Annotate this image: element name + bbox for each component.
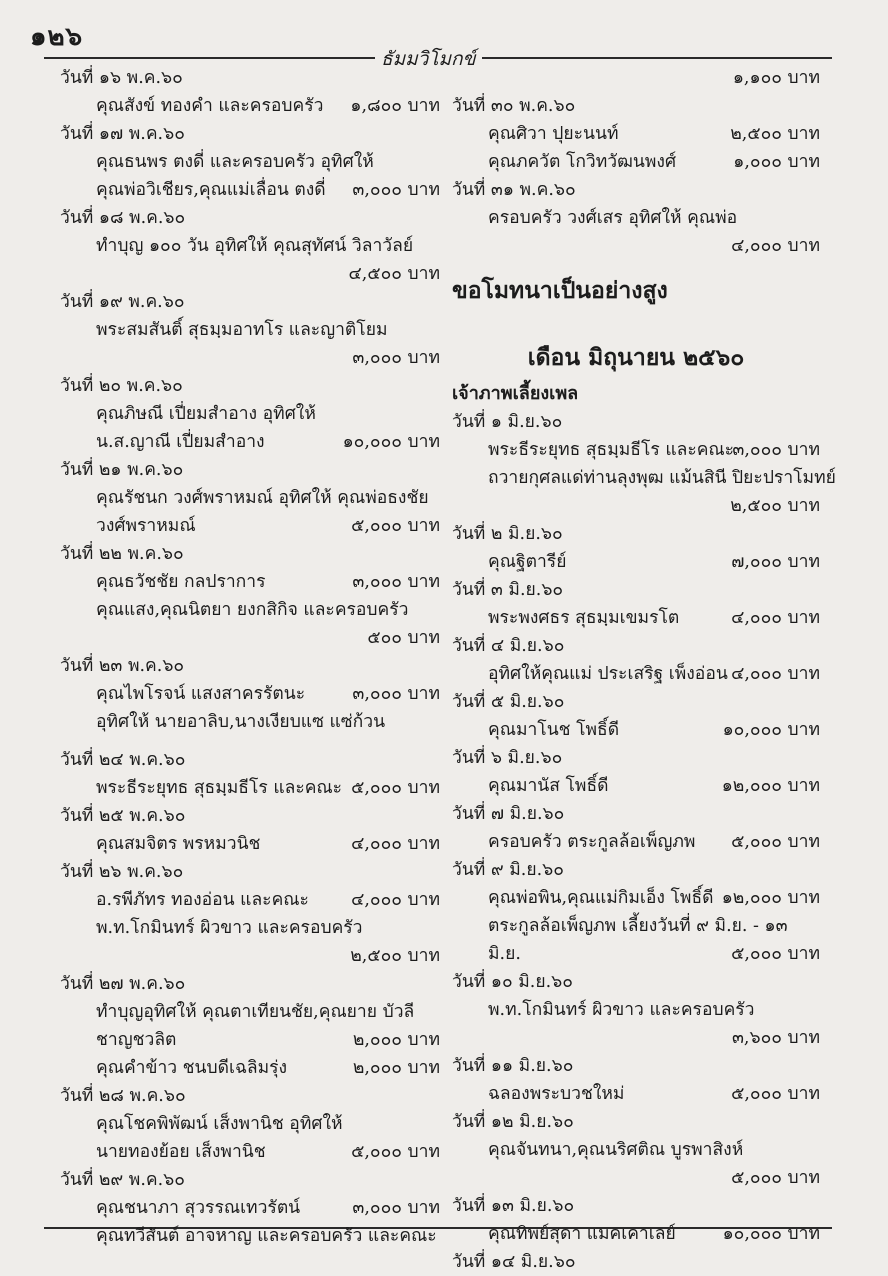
donation-amount: ๑,๐๐๐ บาท xyxy=(733,152,820,172)
donor-text: คุณธนพร ตงดี่ และครอบครัว อุทิศให้ xyxy=(96,152,374,172)
donor-text: อุทิศให้คุณแม่ ประเสริฐ เพ็งอ่อน xyxy=(488,664,728,684)
donor-text: พระธีระยุทธ สุธมฺมธีโร และคณะ xyxy=(96,778,343,798)
donor-text: คุณสังข์ ทองคำ และครอบครัว xyxy=(96,96,324,116)
entry-date: วันที่ ๕ มิ.ย.๖๐ xyxy=(452,692,565,712)
donor-line xyxy=(60,1110,440,1138)
donor-text: พ.ท.โกมินทร์ ผิวขาว และครอบครัว xyxy=(488,1000,755,1020)
donor-line xyxy=(60,1138,440,1166)
donation-amount: ๔,๕๐๐ บาท xyxy=(348,264,440,284)
donor-line xyxy=(452,1080,820,1108)
donor-text: พระพงศธร สุธมฺมเขมรโต xyxy=(488,608,680,628)
donation-amount: ๑,๑๐๐ บาท xyxy=(732,68,820,88)
donation-amount: ๒,๕๐๐ บาท xyxy=(350,946,440,966)
left-column xyxy=(60,64,440,1250)
entry-date: วันที่ ๓ มิ.ย.๖๐ xyxy=(452,580,564,600)
donation-amount: ๑๐,๐๐๐ บาท xyxy=(722,720,820,740)
donation-amount: ๒,๕๐๐ บาท xyxy=(730,496,820,516)
donor-text: ถวายกุศลแด่ท่านลุงพุฒ แม้นสินี ปิยะปราโมทย์ xyxy=(488,468,836,488)
entry-date: วันที่ ๒๘ พ.ค.๖๐ xyxy=(60,1086,186,1106)
donor-text: มิ.ย. xyxy=(488,944,521,964)
donor-line xyxy=(60,914,440,942)
donor-line xyxy=(60,1222,440,1250)
donor-text: คุณพ่อวิเชียร,คุณแม่เลื่อน ตงดี่ xyxy=(96,180,326,200)
donation-amount: ๑๐,๐๐๐ บาท xyxy=(342,432,440,452)
donor-line xyxy=(60,148,440,176)
donor-text: คุณภิษณี เปี่ยมสำอาง อุทิศให้ xyxy=(96,404,316,424)
entry-date: วันที่ ๑๖ พ.ค.๖๐ xyxy=(60,68,183,88)
donor-line xyxy=(60,1026,440,1054)
donor-line xyxy=(452,940,820,968)
donor-text: อ.รพีภัทร ทองอ่อน และคณะ xyxy=(96,890,309,910)
donor-text: อุทิศให้ นายอาลิบ,นางเงียบแซ แซ่ก้วน xyxy=(96,712,386,732)
donation-amount: ๗,๐๐๐ บาท xyxy=(731,552,820,572)
donation-amount: ๒,๕๐๐ บาท xyxy=(730,124,820,144)
donor-text: คุณฐิตารีย์ xyxy=(488,552,567,572)
donation-amount: ๓,๐๐๐ บาท xyxy=(732,440,820,460)
page-number: ๑๒๖ xyxy=(30,22,84,52)
donation-amount: ๕,๐๐๐ บาท xyxy=(351,516,440,536)
donor-text: วงศ์พราหมณ์ xyxy=(96,516,196,536)
donation-amount: ๓,๐๐๐ บาท xyxy=(352,348,440,368)
donor-line xyxy=(452,772,820,800)
entry-date: วันที่ ๒๔ พ.ค.๖๐ xyxy=(60,750,186,770)
donation-amount: ๕,๐๐๐ บาท xyxy=(351,778,440,798)
entry-date: วันที่ ๑๒ มิ.ย.๖๐ xyxy=(452,1112,574,1132)
donation-amount: ๑๒,๐๐๐ บาท xyxy=(721,776,820,796)
donor-text: น.ส.ญาณี เปี่ยมสำอาง xyxy=(96,432,265,452)
donor-text: พ.ท.โกมินทร์ ผิวขาว และครอบครัว xyxy=(96,918,363,938)
entry-date: วันที่ ๒๗ พ.ค.๖๐ xyxy=(60,974,186,994)
entry-date: วันที่ ๑๘ พ.ค.๖๐ xyxy=(60,208,186,228)
donation-amount: ๔,๐๐๐ บาท xyxy=(731,664,820,684)
donation-amount: ๓,๐๐๐ บาท xyxy=(352,684,440,704)
donor-text: ทำบุญอุทิศให้ คุณตาเทียนชัย,คุณยาย บัวลี xyxy=(96,1002,415,1022)
donor-line xyxy=(452,884,820,912)
donor-line xyxy=(60,1054,440,1082)
donation-amount: ๔,๐๐๐ บาท xyxy=(351,890,440,910)
donor-text: คุณทวีสันต์ อาจหาญ และครอบครัว และคณะ xyxy=(96,1226,437,1246)
right-column xyxy=(452,64,836,1276)
donation-amount: ๕,๐๐๐ บาท xyxy=(731,832,820,852)
donation-amount: ๕๐๐ บาท xyxy=(367,628,440,648)
donor-line xyxy=(452,660,820,688)
section-subheading: เจ้าภาพเลี้ยงเพล xyxy=(452,383,579,404)
donation-amount: ๓,๐๐๐ บาท xyxy=(352,1198,440,1218)
donor-line xyxy=(60,680,440,708)
donation-amount: ๕,๐๐๐ บาท xyxy=(731,944,820,964)
donor-line xyxy=(452,996,820,1024)
donor-text: นายทองย้อย เส็งพานิช xyxy=(96,1142,266,1162)
entry-date: วันที่ ๑๗ พ.ค.๖๐ xyxy=(60,124,185,144)
donor-line xyxy=(452,464,836,492)
donation-amount: ๓,๖๐๐ บาท xyxy=(731,1028,820,1048)
donor-text: คุณไพโรจน์ แสงสาครรัตนะ xyxy=(96,684,306,704)
donor-text: พระสมสันติ์ สุธมฺมอาทโร และญาติโยม xyxy=(96,320,388,340)
donor-line xyxy=(60,176,440,204)
donor-text: คุณมาโนช โพธิ์ดี xyxy=(488,720,620,740)
entry-date: วันที่ ๑ มิ.ย.๖๐ xyxy=(452,412,563,432)
donation-amount: ๑,๘๐๐ บาท xyxy=(350,96,440,116)
donor-text: คุณแสง,คุณนิตยา ยงกสิกิจ และครอบครัว xyxy=(96,600,409,620)
donor-line xyxy=(452,912,820,940)
entry-date: วันที่ ๒๓ พ.ค.๖๐ xyxy=(60,656,185,676)
entry-date: วันที่ ๙ มิ.ย.๖๐ xyxy=(452,860,564,880)
entry-date: วันที่ ๗ มิ.ย.๖๐ xyxy=(452,804,565,824)
donor-line xyxy=(60,316,440,344)
donor-text: คุณรัชนก วงศ์พราหมณ์ อุทิศให้ คุณพ่อธงชัย xyxy=(96,488,429,508)
donor-line xyxy=(60,998,440,1026)
donor-line xyxy=(452,436,820,464)
donation-amount: ๒,๐๐๐ บาท xyxy=(352,1058,440,1078)
donation-amount: ๓,๐๐๐ บาท xyxy=(352,572,440,592)
donor-text: คุณศิวา ปุยะนนท์ xyxy=(488,124,619,144)
donor-line xyxy=(60,400,440,428)
donor-line xyxy=(452,204,820,232)
donor-line xyxy=(60,568,440,596)
donor-text: ชาญชวลิต xyxy=(96,1030,177,1050)
donor-text: ทำบุญ ๑๐๐ วัน อุทิศให้ คุณสุทัศน์ วิลาวัลย์ xyxy=(96,236,414,256)
entry-date: วันที่ ๒ มิ.ย.๖๐ xyxy=(452,524,563,544)
donor-line xyxy=(60,232,440,260)
donation-amount: ๑๒,๐๐๐ บาท xyxy=(721,888,820,908)
month-heading: เดือน มิถุนายน ๒๕๖๐ xyxy=(527,344,745,371)
donor-text: คุณสมจิตร พรหมวนิช xyxy=(96,834,261,854)
donor-line xyxy=(452,828,820,856)
donor-line xyxy=(452,716,820,744)
donor-line xyxy=(60,428,440,456)
entry-date: วันที่ ๒๐ พ.ค.๖๐ xyxy=(60,376,183,396)
donation-amount: ๕,๐๐๐ บาท xyxy=(351,1142,440,1162)
donor-line xyxy=(452,604,820,632)
entry-date: วันที่ ๒๙ พ.ค.๖๐ xyxy=(60,1170,185,1190)
donor-text: ตระกูลล้อเพ็ญภพ เลี้ยงวันที่ ๙ มิ.ย. - ๑๓ xyxy=(488,916,788,936)
donor-line xyxy=(60,1194,440,1222)
donor-line xyxy=(60,830,440,858)
thanks-heading: ขอโมทนาเป็นอย่างสูง xyxy=(452,277,668,304)
donor-text: คุณจันทนา,คุณนริศติณ บูรพาสิงห์ xyxy=(488,1140,744,1160)
donor-text: คุณชนาภา สุวรรณเทวรัตน์ xyxy=(96,1198,301,1218)
donor-text: คุณโชคพิพัฒน์ เส็งพานิช อุทิศให้ xyxy=(96,1114,343,1134)
donor-line xyxy=(452,548,820,576)
donation-amount: ๓,๐๐๐ บาท xyxy=(352,180,440,200)
entry-date: วันที่ ๒๑ พ.ค.๖๐ xyxy=(60,460,184,480)
donor-text: คุณพ่อพิน,คุณแม่กิมเอ็ง โพธิ์ดี xyxy=(488,888,714,908)
spacer xyxy=(60,736,440,746)
donation-amount: ๕,๐๐๐ บาท xyxy=(731,1168,820,1188)
donation-amount: ๒,๐๐๐ บาท xyxy=(352,1030,440,1050)
donor-text: คุณภควัต โกวิทวัฒนพงศ์ xyxy=(488,152,677,172)
running-head: ธัมมวิโมกข์ xyxy=(375,44,482,74)
entry-date: วันที่ ๓๑ พ.ค.๖๐ xyxy=(452,180,576,200)
entry-date: วันที่ ๒๖ พ.ค.๖๐ xyxy=(60,862,184,882)
donor-text: ครอบครัว วงศ์เสร อุทิศให้ คุณพ่อ xyxy=(488,208,738,228)
donation-amount: ๕,๐๐๐ บาท xyxy=(731,1084,820,1104)
donor-text: คุณทิพย์สุดา แมคเคาเลย์ xyxy=(488,1224,676,1244)
donor-line xyxy=(60,886,440,914)
entry-date: วันที่ ๒๒ พ.ค.๖๐ xyxy=(60,544,184,564)
entry-date: วันที่ ๑๑ มิ.ย.๖๐ xyxy=(452,1056,574,1076)
donor-line xyxy=(60,484,440,512)
donor-text: พระธีระยุทธ สุธมฺมธีโร และคณะ xyxy=(488,440,735,460)
donation-amount: ๔,๐๐๐ บาท xyxy=(731,236,820,256)
donor-line xyxy=(60,92,440,120)
entry-date: วันที่ ๒๕ พ.ค.๖๐ xyxy=(60,806,186,826)
donor-line xyxy=(60,596,440,624)
donor-text: คุณคำข้าว ชนบดีเฉลิมรุ่ง xyxy=(96,1058,288,1078)
entry-date: วันที่ ๑๔ มิ.ย.๖๐ xyxy=(452,1252,576,1272)
donation-amount: ๔,๐๐๐ บาท xyxy=(731,608,820,628)
donor-line xyxy=(60,708,440,736)
donor-line xyxy=(60,512,440,540)
entry-date: วันที่ ๑๙ พ.ค.๖๐ xyxy=(60,292,185,312)
entry-date: วันที่ ๓๐ พ.ค.๖๐ xyxy=(452,96,576,116)
entry-date: วันที่ ๖ มิ.ย.๖๐ xyxy=(452,748,563,768)
donor-line xyxy=(60,774,440,802)
donor-text: ครอบครัว ตระกูลล้อเพ็ญภพ xyxy=(488,832,696,852)
donor-line xyxy=(452,1220,820,1248)
donor-line xyxy=(452,120,820,148)
entry-date: วันที่ ๔ มิ.ย.๖๐ xyxy=(452,636,565,656)
entry-date: วันที่ ๑๐ มิ.ย.๖๐ xyxy=(452,972,573,992)
donation-amount: ๑๐,๐๐๐ บาท xyxy=(722,1224,820,1244)
donor-line xyxy=(452,148,820,176)
donor-line xyxy=(452,1136,820,1164)
entry-date: วันที่ ๑๓ มิ.ย.๖๐ xyxy=(452,1196,575,1216)
donation-amount: ๔,๐๐๐ บาท xyxy=(351,834,440,854)
donor-text: คุณธวัชชัย กลปราการ xyxy=(96,572,266,592)
donor-text: คุณมานัส โพธิ์ดี xyxy=(488,776,609,796)
donor-text: ฉลองพระบวชใหม่ xyxy=(488,1084,625,1104)
